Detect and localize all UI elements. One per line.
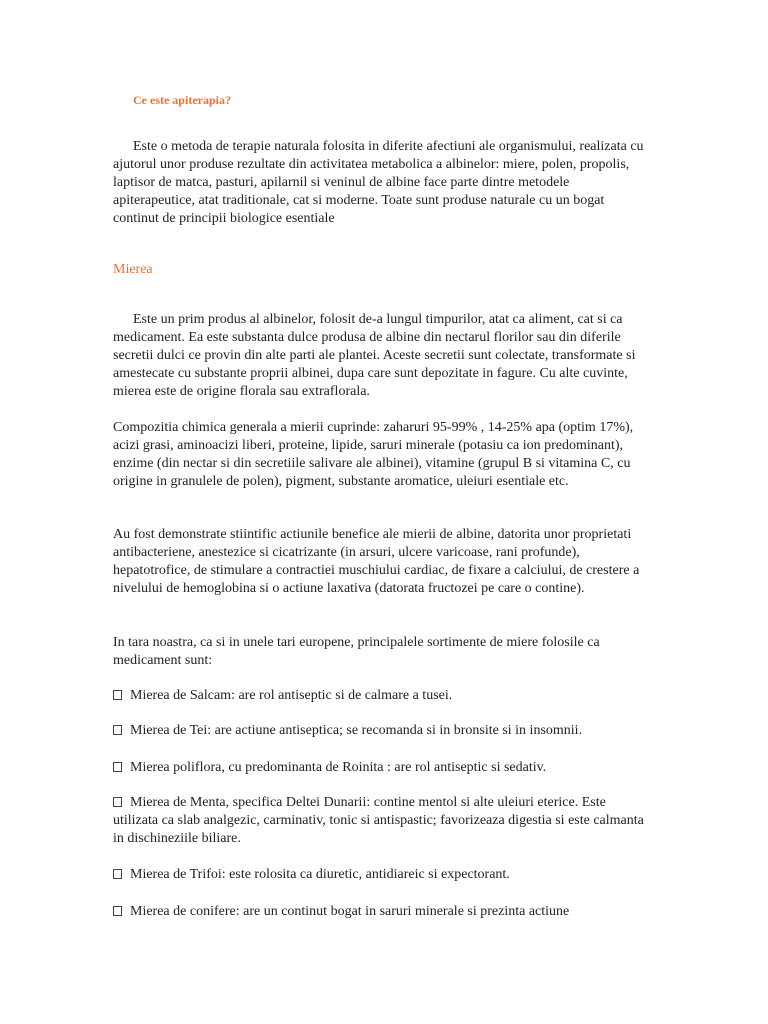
list-item: Mierea poliflora, cu predominanta de Roinita : are rol antiseptic si sedativ. [113, 759, 653, 777]
section-heading-mierea: Mierea [113, 262, 153, 277]
checkbox-bullet-icon [113, 762, 122, 772]
list-item: Mierea de Salcam: are rol antiseptic si de calmare a tusei. [113, 687, 653, 705]
list-item: Mierea de Tei: are actiune antiseptica; se recomanda si in bronsite si in insomnii. [113, 722, 653, 740]
paragraph-mierea-definition: Este un prim produs al albinelor, folosit de-a lungul timpurilor, atat ca aliment, cat si ca medicament. Ea este substanta dulce produsa de albine din nectarul florilor sau din diferile secretii dulci ce provin din alte parti ale plantei. Aceste secretii sunt colectate, transformate si amestecate cu substante proprii albinei, dupa care sunt depozitate in fagure. Cu alte cuvinte, mierea este de origine florala sau extraflorala. [113, 312, 636, 399]
checkbox-bullet-icon [113, 725, 122, 735]
checkbox-bullet-icon [113, 869, 122, 879]
paragraph-sorts-intro: In tara noastra, ca si in unele tari europene, principalele sortimente de miere folosile ca medicament sunt: [113, 635, 600, 668]
intro-paragraph: Este o metoda de terapie naturala folosita in diferite afectiuni ale organismului, realizata cu ajutorul unor produse rezultate din activitatea metabolica a albinelor: miere, polen, propolis, laptisor de matca, pasturi, apilarnil si veninul de albine face parte dintre metodele apiterapeutice, atat traditionale, cat si moderne. Toate sunt produse naturale cu un bogat continut de principii biologice esentiale [113, 139, 644, 226]
paragraph-composition: Compozitia chimica generala a mierii cuprinde: zaharuri 95-99% , 14-25% apa (optim 17%), acizi grasi, aminoacizi liberi, proteine, lipide, saruri minerale (potasiu ca ion predominant), enzime (din nectar si din secretiile salivare ale albinei), vitamine (grupul B si vitamina C, cu origine in granulele de polen), pigment, substante aromatice, uleiuri esentiale etc. [113, 420, 634, 489]
document-title: Ce este apiterapia? [133, 93, 231, 107]
checkbox-bullet-icon [113, 906, 122, 916]
list-item: Mierea de conifere: are un continut bogat in saruri minerale si prezinta actiune [113, 903, 653, 921]
paragraph-benefits: Au fost demonstrate stiintific actiunile benefice ale mierii de albine, datorita unor proprietati antibacteriene, anestezice si cicatrizante (in arsuri, ulcere varicoase, rani profunde), hepatotrofice, de stimulare a contractiei muschiului cardiac, de fixare a calciului, de crestere a nivelului de hemoglobina si o actiune laxativa (datorata fructozei pe care o contine). [113, 527, 640, 596]
list-item: Mierea de Trifoi: este rolosita ca diuretic, antidiareic si expectorant. [113, 866, 653, 884]
checkbox-bullet-icon [113, 690, 122, 700]
list-item: Mierea de Menta, specifica Deltei Dunarii: contine mentol si alte uleiuri eterice. Este utilizata ca slab analgezic, carminativ, tonic si antispastic; favorizeaza digestia si este calmanta in dischineziile biliare. [113, 795, 644, 846]
checkbox-bullet-icon [113, 797, 122, 807]
